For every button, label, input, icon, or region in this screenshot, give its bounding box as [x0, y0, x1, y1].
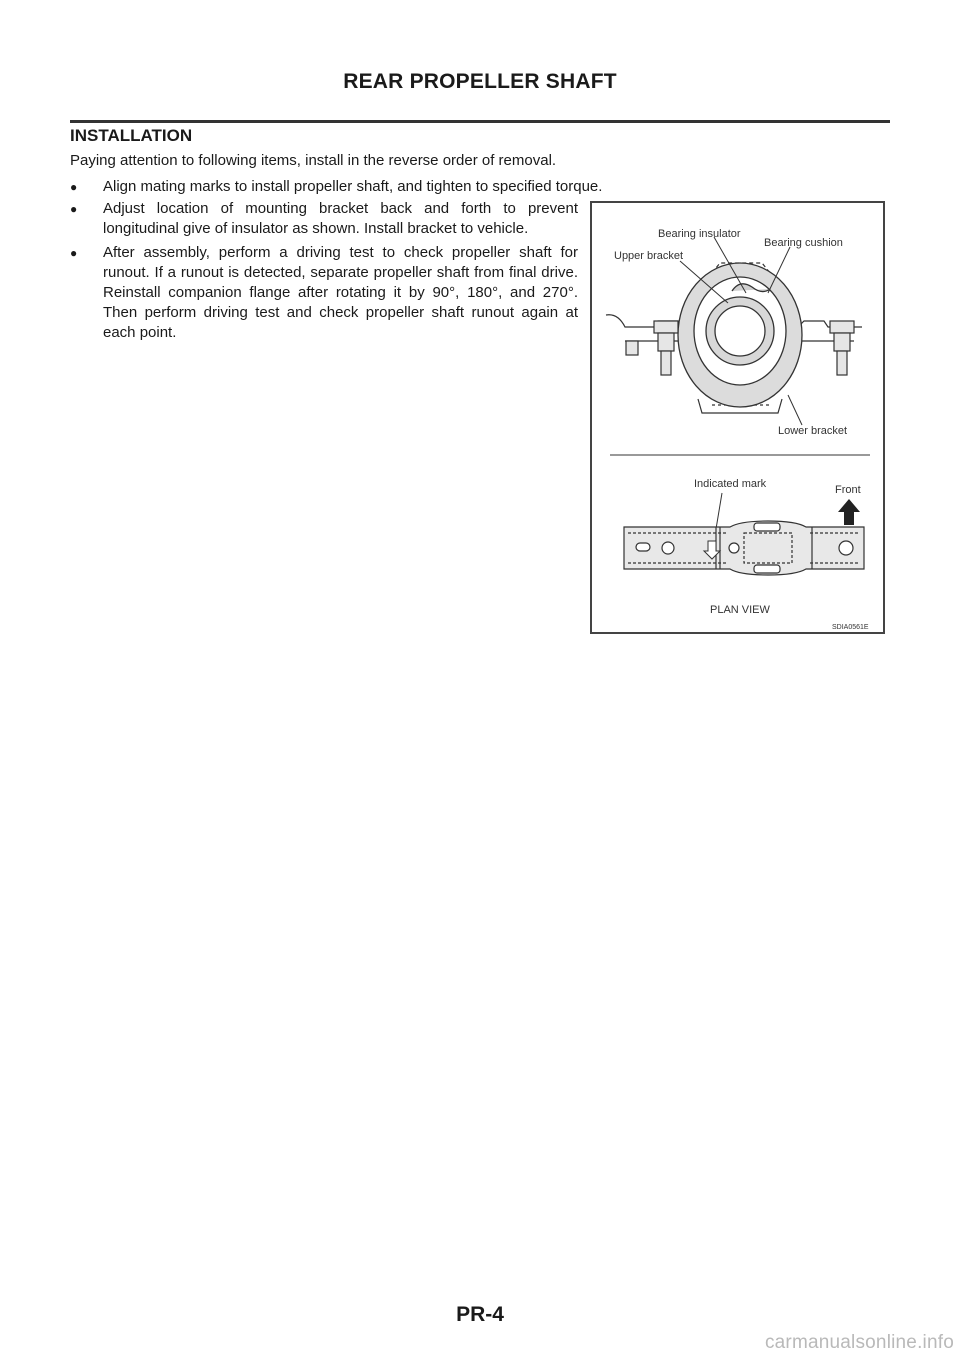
bearing-housing — [678, 263, 802, 407]
header-rule — [70, 120, 890, 123]
bullet-dot: ● — [70, 246, 78, 260]
label-indicated-mark: Indicated mark — [694, 478, 767, 490]
bullet-item — [70, 243, 578, 343]
label-plan-view: PLAN VIEW — [710, 604, 770, 616]
bullet-text: Align mating marks to install propeller shaft, and tighten to specified torque. — [103, 178, 603, 195]
section-title: INSTALLATION — [70, 126, 193, 145]
bullet-dot: ● — [70, 202, 78, 216]
bullet-text: After assembly, perform a driving test to check propeller shaft for runout. If a runout is detected, separate propeller shaft from final drive. Reinstall companion flange after rotating it by 90°, 180°, and 270°. Then perform driving test and check propeller shaft runout again at each point. — [103, 244, 578, 341]
page-number: PR-4 — [456, 1303, 504, 1326]
bullet-text: Adjust location of mounting bracket back and forth to prevent longitudinal give of insulator as shown. Install bracket to vehicle. — [103, 200, 578, 237]
label-lower-bracket: Lower bracket — [778, 425, 848, 437]
bolt-right — [830, 321, 854, 375]
bracket-diagram — [592, 203, 887, 636]
label-bearing-cushion: Bearing cushion — [764, 237, 843, 249]
bullet-dot: ● — [70, 180, 78, 194]
label-upper-bracket: Upper bracket — [614, 250, 684, 262]
label-bearing-insulator: Bearing insulator — [658, 228, 741, 240]
label-front: Front — [835, 484, 861, 496]
front-arrow-icon — [838, 499, 860, 525]
plan-view-bracket — [624, 521, 864, 575]
intro-text: Paying attention to following items, install in the reverse order of removal. — [70, 152, 557, 169]
bracket-illustration — [590, 201, 885, 634]
page-header-title: REAR PROPELLER SHAFT — [343, 70, 617, 93]
bolt-left — [626, 321, 678, 375]
watermark-text: carmanualsonline.info — [764, 1332, 954, 1353]
figure-code: SDIA0561E — [832, 624, 869, 631]
bullet-item — [70, 177, 890, 197]
bullet-item — [70, 199, 578, 239]
